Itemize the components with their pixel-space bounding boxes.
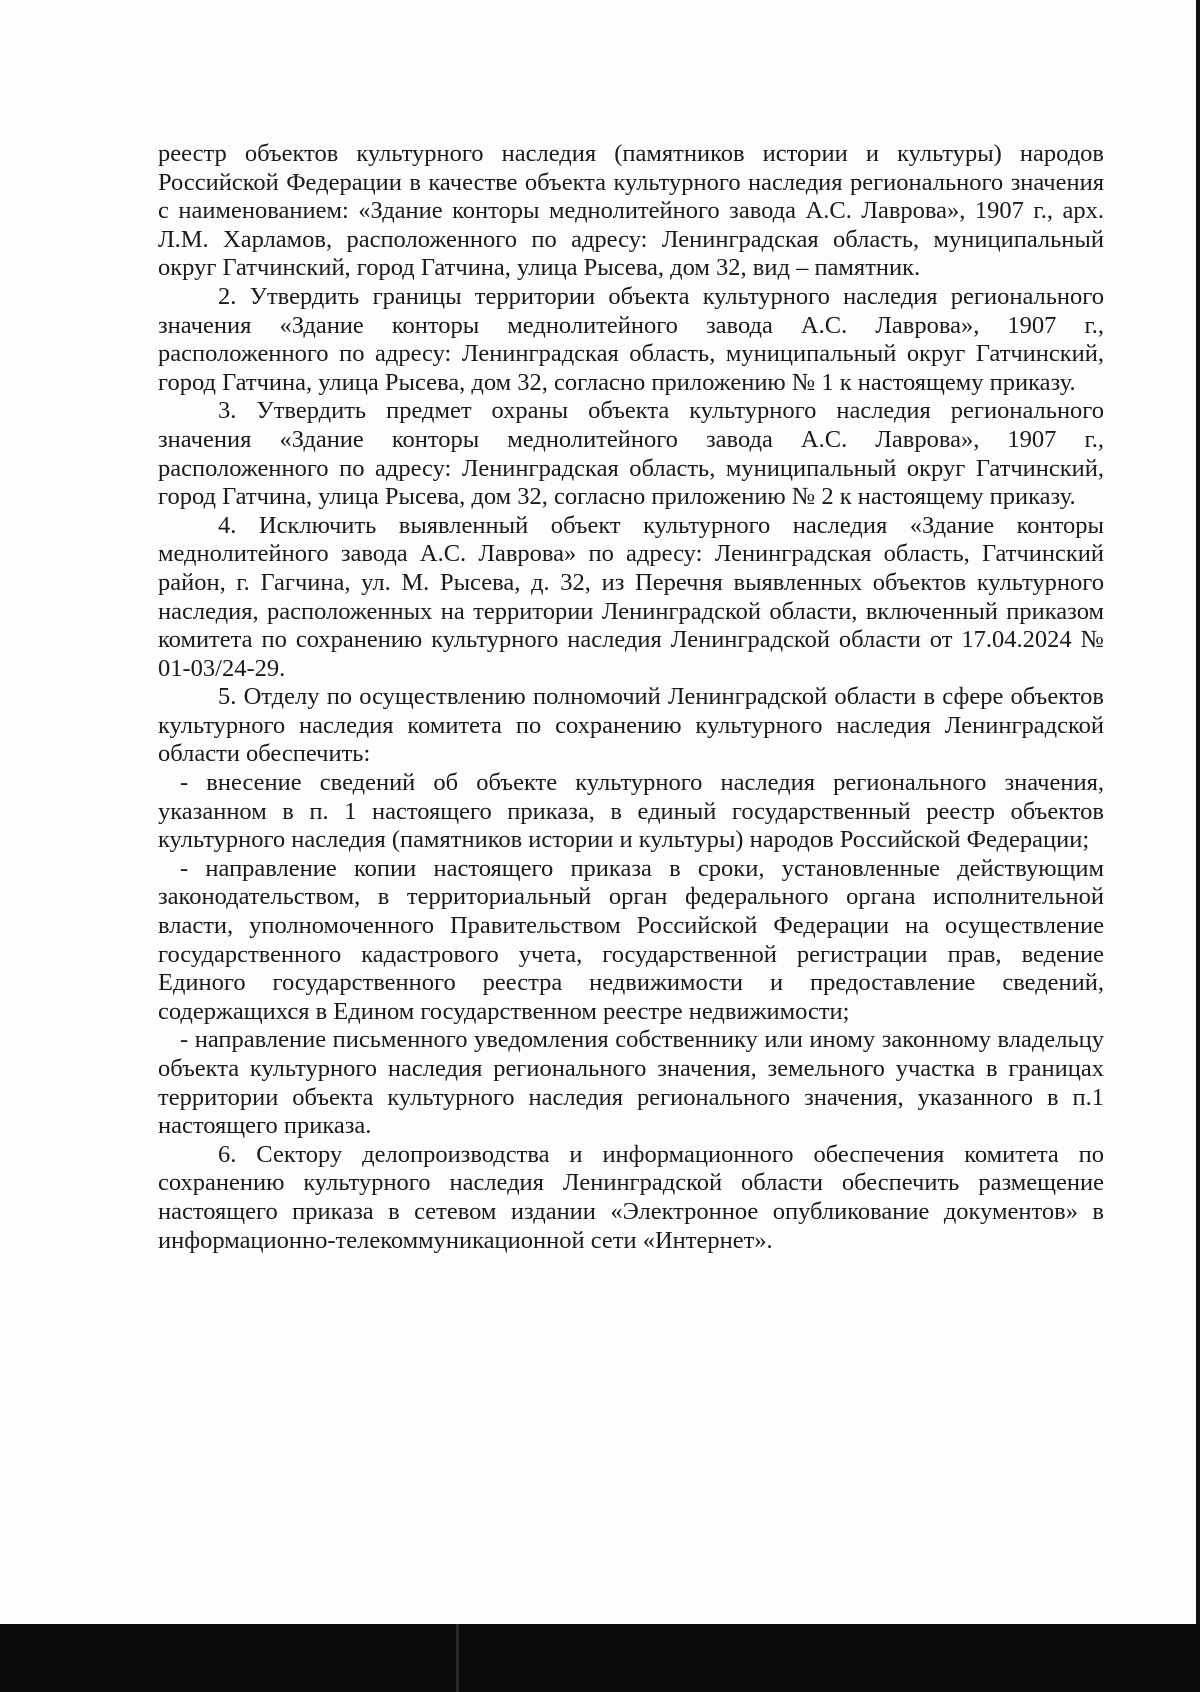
paragraph-item-5-department-duties: 5. Отделу по осуществлению полномочий Ленинградской области в сфере объектов культурного наследия комитета по сохранению культурного наследия Ленинградской области обеспечить: <box>158 683 1104 768</box>
document-body <box>158 140 1104 1255</box>
paragraph-item-3-protection-subject: 3. Утвердить предмет охраны объекта культурного наследия регионального значения «Здание конторы меднолитейного завода А.С. Лаврова», 1907 г., расположенного по адресу: Ленинградская область, муниципальный округ Гатчинский, город Гатчина, улица Рысева, дом 32, согласно приложению № 2 к настоящему приказу. <box>158 397 1104 511</box>
paragraph-dash-owner-notice: - направление письменного уведомления собственнику или иному законному владельцу объекта культурного наследия регионального значения, земельного участка в границах территории объекта культурного наследия регионального значения, указанного в п.1 настоящего приказа. <box>158 1026 1104 1140</box>
paragraph-item-6-publication: 6. Сектору делопроизводства и информационного обеспечения комитета по сохранению культурного наследия Ленинградской области обеспечить размещение настоящего приказа в сетевом издании «Электронное опубликование документов» в информационно-телекоммуникационной сети «Интернет». <box>158 1140 1104 1254</box>
paragraph-dash-copy-dispatch: - направление копии настоящего приказа в сроки, установленные действующим законодательством, в территориальный орган федерального органа исполнительной власти, уполномоченного Правительством Российской Федерации на осуществление государственного кадастрового учета, государственной регистрации прав, ведение Единого государственного реестра недвижимости и предоставление сведений, содержащихся в Едином государственном реестре недвижимости; <box>158 854 1104 1025</box>
scan-right-edge <box>1196 0 1200 1692</box>
paragraph-dash-registry-entry: - внесение сведений об объекте культурного наследия регионального значения, указанном в п. 1 настоящего приказа, в единый государственный реестр объектов культурного наследия (памятников истории и культуры) народов Российской Федерации; <box>158 769 1104 854</box>
scan-bottom-seam <box>456 1624 459 1692</box>
scan-bottom-band <box>0 1624 1200 1692</box>
paragraph-item-2-territory-boundaries: 2. Утвердить границы территории объекта культурного наследия регионального значения «Здание конторы меднолитейного завода А.С. Лаврова», 1907 г., расположенного по адресу: Ленинградская область, муниципальный округ Гатчинский, город Гатчина, улица Рысева, дом 32, согласно приложению № 1 к настоящему приказу. <box>158 282 1104 396</box>
paragraph-registry-continuation: реестр объектов культурного наследия (памятников истории и культуры) народов Российской Федерации в качестве объекта культурного наследия регионального значения с наименованием: «Здание конторы меднолитейного завода А.С. Лаврова», 1907 г., арх. Л.М. Харламов, расположенного по адресу: Ленинградская область, муниципальный округ Гатчинский, город Гатчина, улица Рысева, дом 32, вид – памятник. <box>158 140 1104 282</box>
paragraph-item-4-exclusion: 4. Исключить выявленный объект культурного наследия «Здание конторы меднолитейного завода А.С. Лаврова» по адресу: Ленинградская область, Гатчинский район, г. Гагчина, ул. М. Рысева, д. 32, из Перечня выявленных объектов культурного наследия, расположенных на территории Ленинградской области, включенный приказом комитета по сохранению культурного наследия Ленинградской области от 17.04.2024 № 01-03/24-29. <box>158 511 1104 682</box>
